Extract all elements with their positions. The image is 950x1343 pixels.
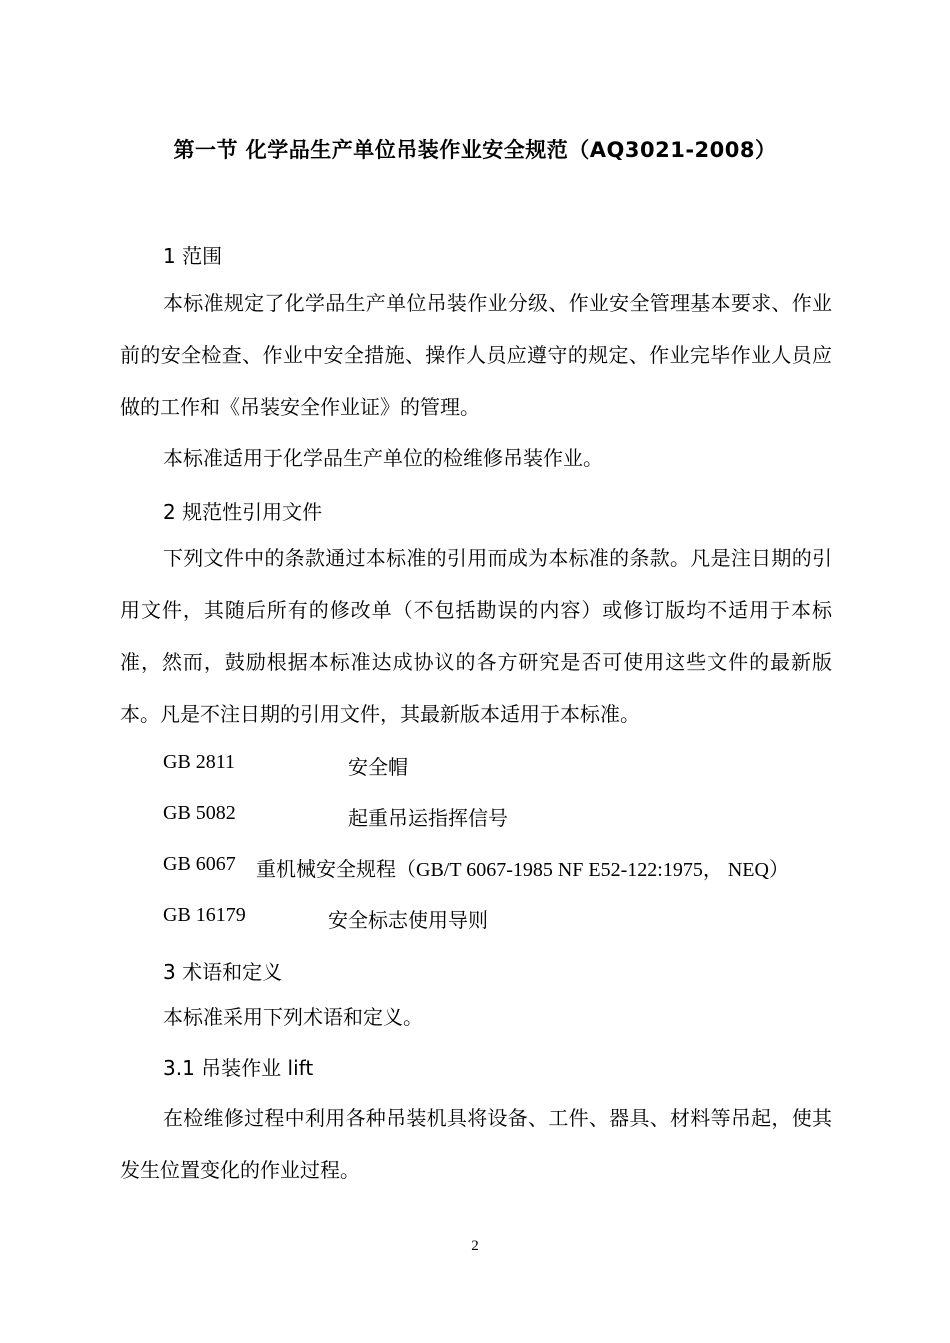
page-number: 2 xyxy=(471,1238,479,1254)
section-1-heading: 1 范围 xyxy=(163,244,223,268)
section-1-paragraph-1: 本标准规定了化学品生产单位吊装作业分级、作业安全管理基本要求、作业前的安全检查、作业中安全措施、操作人员应遵守的规定、作业完毕作业人员应做的工作和《吊装安全作业证》的管理。 xyxy=(120,291,832,419)
reference-row xyxy=(163,853,789,881)
reference-row xyxy=(163,802,508,830)
reference-code: GB 6067 xyxy=(163,853,236,875)
section-2-heading: 2 规范性引用文件 xyxy=(163,500,323,524)
reference-row xyxy=(163,751,408,779)
document-title: 第一节 化学品生产单位吊装作业安全规范（AQ3021-2008） xyxy=(173,138,777,162)
reference-name: 重机械安全规程（GB/T 6067-1985 NF E52-122:1975， NEQ） xyxy=(256,859,789,881)
section-3-1-heading: 3.1 吊装作业 lift xyxy=(163,1056,314,1080)
reference-code: GB 5082 xyxy=(163,802,236,824)
reference-name: 安全标志使用导则 xyxy=(328,910,488,932)
section-3-paragraph-1: 本标准采用下列术语和定义。 xyxy=(163,1005,423,1029)
reference-row xyxy=(163,904,488,932)
reference-name: 起重吊运指挥信号 xyxy=(348,808,508,830)
reference-name: 安全帽 xyxy=(348,757,408,779)
section-3-heading: 3 术语和定义 xyxy=(163,960,283,984)
section-2-paragraph-1: 下列文件中的条款通过本标准的引用而成为本标准的条款。凡是注日期的引用文件，其随后所有的修改单（不包括勘误的内容）或修订版均不适用于本标准，然而，鼓励根据本标准达成协议的各方研究是否可使用这些文件的最新版本。凡是不注日期的引用文件，其最新版本适用于本标准。 xyxy=(120,546,832,726)
reference-code: GB 16179 xyxy=(163,904,246,926)
reference-code: GB 2811 xyxy=(163,751,236,773)
section-1-paragraph-2: 本标准适用于化学品生产单位的检维修吊装作业。 xyxy=(163,446,603,470)
section-3-1-paragraph-1: 在检维修过程中利用各种吊装机具将设备、工件、器具、材料等吊起，使其发生位置变化的作业过程。 xyxy=(120,1106,832,1182)
